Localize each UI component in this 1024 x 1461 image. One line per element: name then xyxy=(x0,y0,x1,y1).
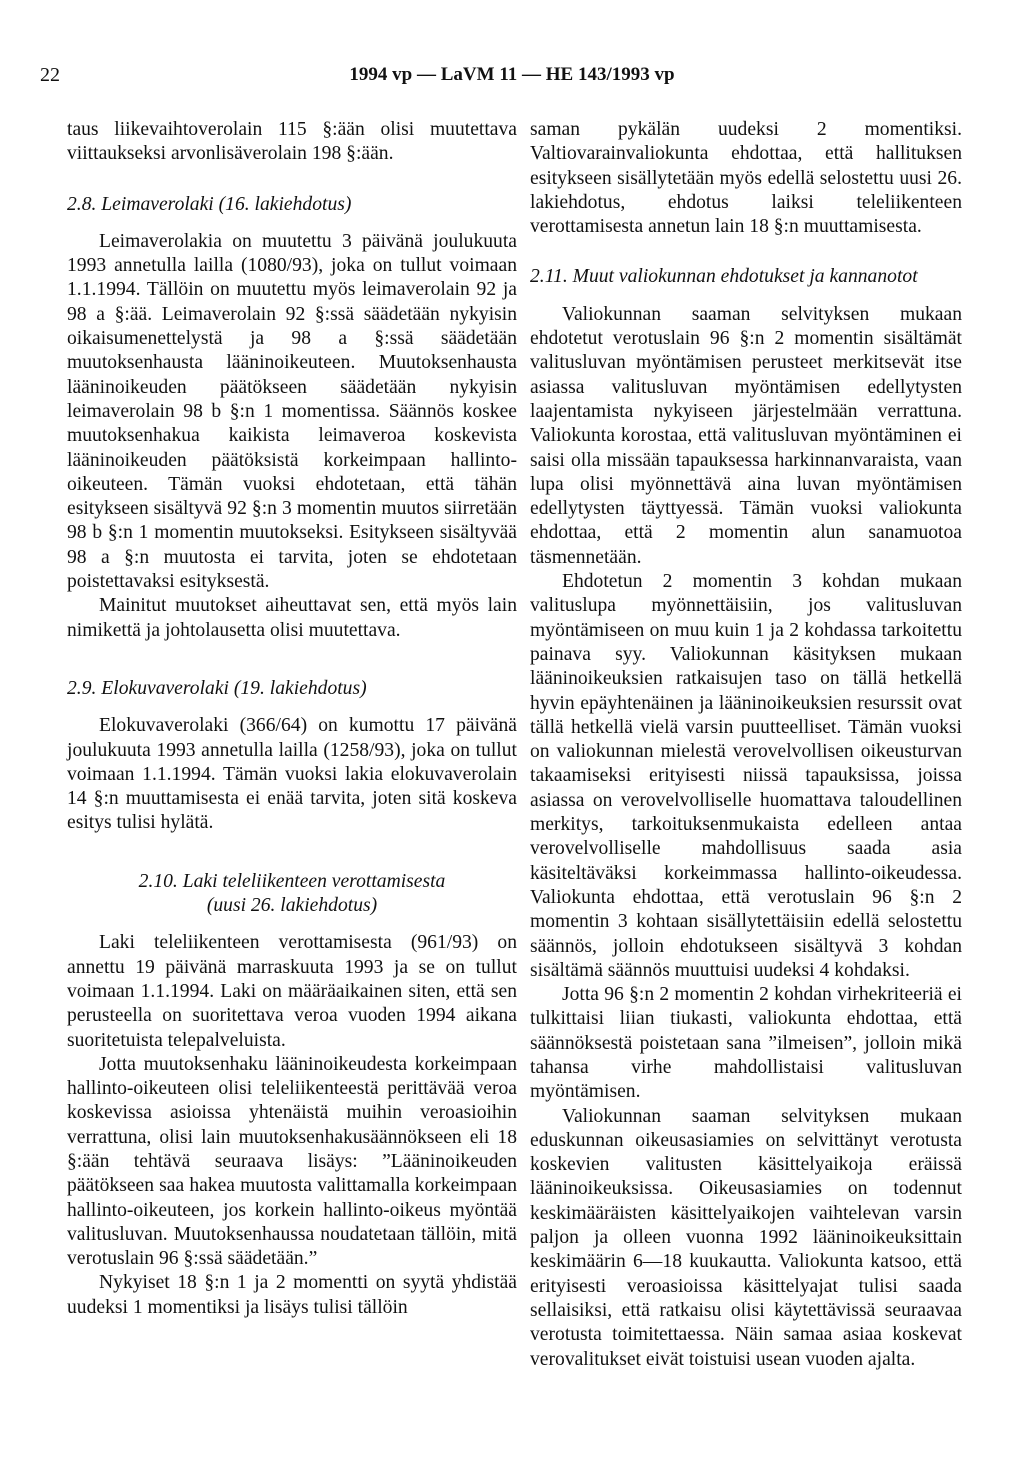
right-column xyxy=(530,118,962,1372)
paragraph: Laki teleliikenteen verottamisesta (961/93) on annettu 19 päivänä marraskuuta 1993 ja se on tullut voimaan 1.1.1994. Laki on määräaikainen siten, että sen perusteella on suoritettava veroa vuoden 1994 aikana suoritetuista telepalveluista. xyxy=(67,932,517,1051)
paragraph: Valiokunnan saaman selvityksen mukaan ehdotetut verotuslain 96 §:n 2 momentin sisältämät valitusluvan myöntämisen perusteet merkitsevät itse asiassa valitusluvan myöntämisen edellytysten laajentamista nykyiseen järjestelmään verrattuna. Valiokunta korostaa, että valitusluvan myöntäminen ei saisi olla missään tapauksessa harkinnanvaraista, vaan lupa olisi myönnettävä aina luvan myöntämisen edellytysten täyttyessä. Tämän vuoksi valiokunta ehdottaa, että 2 momentin alun sanamuotoa täsmennetään. xyxy=(530,303,962,568)
paragraph: Nykyiset 18 §:n 1 ja 2 momentti on syytä yhdistää uudeksi 1 momentiksi ja lisäys tulisi tällöin xyxy=(67,1272,517,1318)
heading-line: 2.10. Laki teleliikenteen verottamisesta xyxy=(138,870,446,892)
paragraph: Mainitut muutokset aiheuttavat sen, että myös lain nimikettä ja johtolausetta olisi muutettava. xyxy=(67,595,517,641)
paragraph: Elokuvaverolaki (366/64) on kumottu 17 päivänä joulukuuta 1993 annetulla lailla (1258/93), joka on tullut voimaan 1.1.1994. Tämän vuoksi lakia elokuvaverolain 14 §:n muuttamisesta ei enää tarvita, joten sitä koskeva esitys tulisi hylätä. xyxy=(67,715,517,834)
running-head: 1994 vp — LaVM 11 — HE 143/1993 vp xyxy=(349,64,675,85)
section-heading-2-9: 2.9. Elokuvaverolaki (19. lakiehdotus) xyxy=(67,677,367,699)
paragraph-intro: taus liikevaihtoverolain 115 §:ään olisi muutettava viittaukseksi arvonlisäverolain 198 §:ään. xyxy=(67,119,517,165)
section-heading-2-10 xyxy=(67,870,517,919)
paragraph: Jotta 96 §:n 2 momentin 2 kohdan virhekriteeriä ei tulkittaisi liian tiukasti, valiokunta ehdottaa, että säännöksestä poistetaan sana ”ilmeisen”, jolloin mikä tahansa virhe mahdollistaisi valitusluvan myöntämisen. xyxy=(530,984,962,1103)
left-column xyxy=(67,118,517,1320)
paragraph: Jotta muutoksenhaku lääninoikeudesta korkeimpaan hallinto-oikeuteen olisi teleliikenteestä perittävää veroa koskevissa asioissa yhtenäistä muihin veroasioihin verrattuna, olisi lain muutoksenhakusäännökseen eli 18 §:ään tehtävä seuraava lisäys: ”Lääninoikeuden päätökseen saa hakea muutosta valittamalla korkeimpaan hallinto-oikeuteen, jos korkein hallinto-oikeus myöntää valitusluvan. Muutoksenhaussa noudatetaan tällöin, mitä verotuslain 96 §:ssä säädetään.” xyxy=(67,1053,517,1270)
heading-line: (uusi 26. lakiehdotus) xyxy=(206,895,378,917)
page-number: 22 xyxy=(40,64,60,86)
paragraph-continued: saman pykälän uudeksi 2 momentiksi. Valtiovarainvaliokunta ehdottaa, että hallituksen esitykseen sisällytetään myös edellä selostettu uusi 26. lakiehdotus, ehdotus laiksi teleliikenteen verottamisesta annetun lain 18 §:n muuttamisesta. xyxy=(530,119,962,238)
paragraph: Valiokunnan saaman selvityksen mukaan eduskunnan oikeusasiamies on selvittänyt verotusta koskevien valitusten käsittelyaikoja eräissä lääninoikeuksissa. Oikeusasiamies on todennut keskimääräisten käsittelyaikojen vaihtelevan varsin paljon ja olleen vuonna 1992 lääninoikeuksittain keskimäärin 6—18 kuukautta. Valiokunta katsoo, että erityisesti veroasioissa käsittelyajat tulisi saada sellaisiksi, että ratkaisu olisi käytettävissä seuraavaa verotusta toimitettaessa. Näin samaa asiaa koskevat verovalitukset eivät toistuisi usean vuoden ajalta. xyxy=(530,1105,962,1370)
paragraph: Leimaverolakia on muutettu 3 päivänä joulukuuta 1993 annetulla lailla (1080/93), joka on tullut voimaan 1.1.1994. Tällöin on muutettu myös leimaverolain 92 ja 98 a §:ää. Leimaverolain 92 §:ssä säädetään nykyisin oikaisumenettelystä ja 98 a §:ssä säädetään muutoksenhausta lääninoikeuteen. Muutoksenhausta lääninoikeuden päätökseen säädetään nykyisin leimaverolain 98 b §:n 1 momentissa. Säännös koskee muutoksenhakua kaikista leimaveroa koskevista lääninoikeuden päätöksistä korkeimpaan hallinto-oikeuteen. Tämän vuoksi ehdotetaan, että tähän esitykseen sisältyvä 92 §:n 3 momentin muutos siirretään 98 b §:n 1 momentin muutokseksi. Esitykseen sisältyvää 98 a §:n muutosta ei tarvita, joten se ehdotetaan poistettavaksi esityksestä. xyxy=(67,230,517,593)
section-heading-2-8: 2.8. Leimaverolaki (16. lakiehdotus) xyxy=(67,193,352,215)
paragraph: Ehdotetun 2 momentin 3 kohdan mukaan valituslupa myönnettäisiin, jos valitusluvan myöntämiseen on muu kuin 1 ja 2 kohdassa tarkoitettu painava syy. Valiokunnan käsityksen mukaan lääninoikeuksien ratkaisujen taso on tällä hetkellä hyvin epäyhtenäinen ja lääninoikeuksien resurssit ovat tällä hetkellä vielä varsin puutteelliset. Tämän vuoksi on valiokunnan mielestä verovelvollisen oikeusturvan takaamiseksi erityisesti niissä tapauksissa, joissa asiassa on verovelvolliselle huomattava taloudellinen merkitys, tarkoituksenmukaista edelleen antaa verovelvolliselle mahdollisuus saada asia käsiteltäväksi korkeimmassa hallinto-oikeudessa. Valiokunta ehdottaa, että verotuslain 96 §:n 2 momentin 3 kohtaan sisällytettäisiin edellä selostettu säännös, jolloin ehdotukseen sisältyvä 3 kohdan sisältämä säännös muuttuisi uudeksi 4 kohdaksi. xyxy=(530,571,962,981)
section-heading-2-11: 2.11. Muut valiokunnan ehdotukset ja kannanotot xyxy=(530,266,918,288)
